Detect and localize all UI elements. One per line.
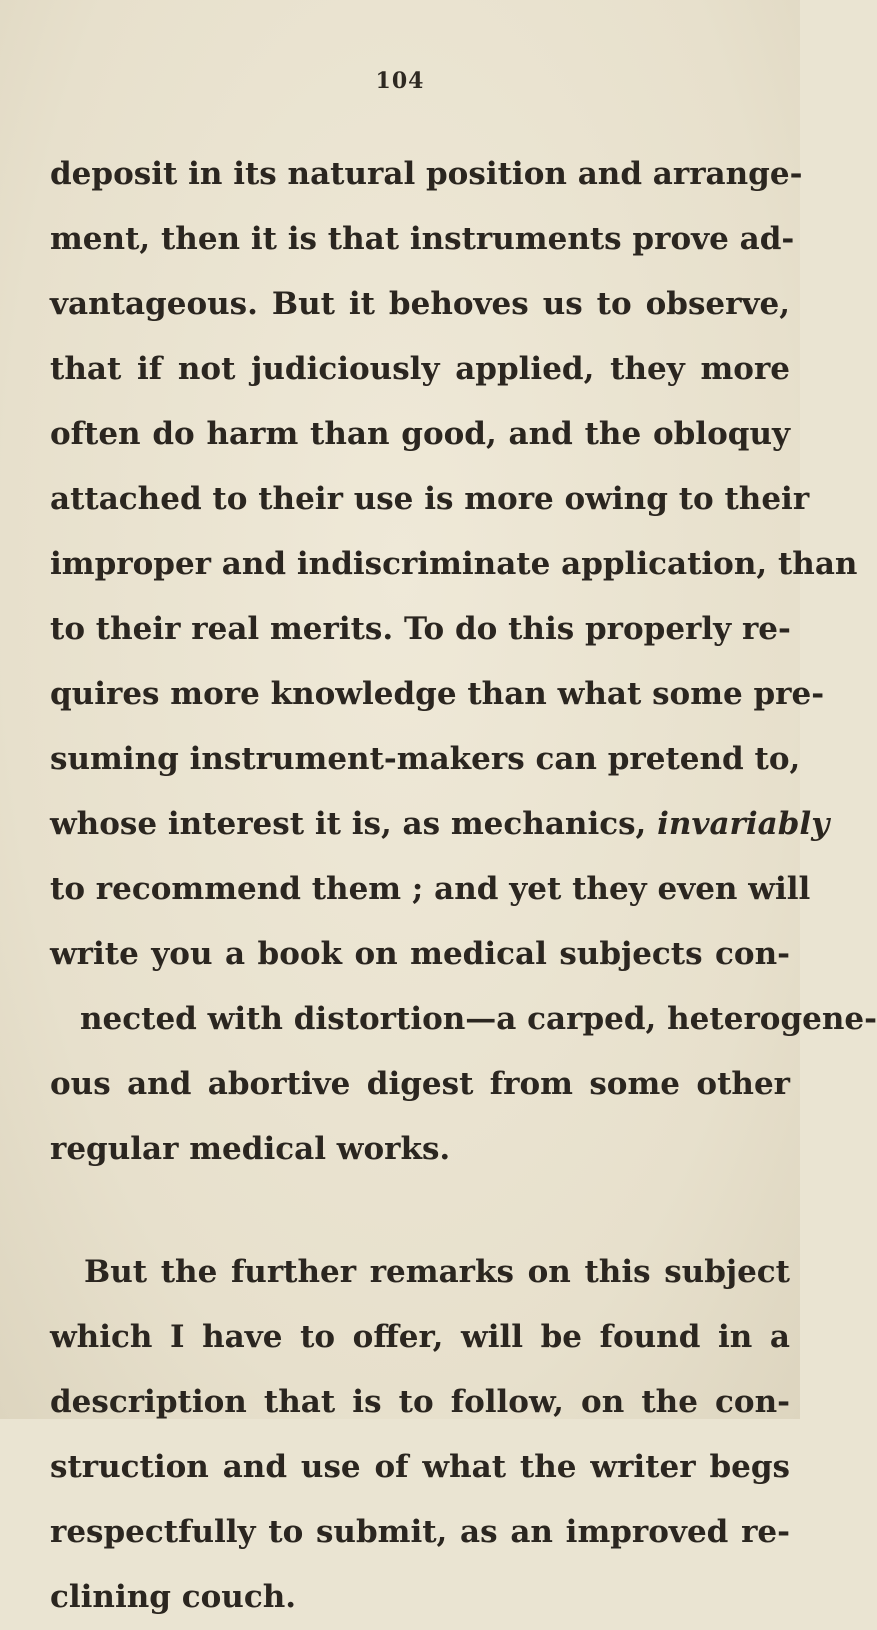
text-line: ment, then it is that instruments prove ad-	[50, 221, 795, 257]
text-line: But the further remarks on this subject	[84, 1254, 790, 1290]
text-segment: whose interest it is, as mechanics,	[50, 806, 658, 842]
text-line: to recommend them ; and yet they even will	[50, 871, 811, 907]
text-line: clining couch.	[50, 1579, 297, 1615]
text-line: which I have to offer, will be found in a	[50, 1319, 790, 1355]
text-line: nected with distortion—a carped, heterogene-	[80, 1001, 877, 1037]
text-line: to their real merits. To do this properly re-	[50, 611, 791, 647]
text-line: struction and use of what the writer begs	[50, 1449, 790, 1485]
text-line: suming instrument-makers can pretend to,	[50, 741, 801, 777]
text-line: deposit in its natural position and arrange-	[50, 156, 803, 192]
text-line: often do harm than good, and the obloquy	[50, 416, 790, 452]
page-text	[50, 142, 877, 1630]
text-line: vantageous. But it behoves us to observe,	[50, 286, 790, 322]
text-line: description that is to follow, on the con-	[50, 1384, 790, 1420]
text-line: that if not judiciously applied, they more	[50, 351, 790, 387]
text-line: respectfully to submit, as an improved re-	[50, 1514, 790, 1550]
text-line: ous and abortive digest from some other	[50, 1066, 790, 1102]
paragraph-gap	[50, 1182, 790, 1240]
page-number: 104	[375, 68, 425, 94]
paragraph-2	[50, 1240, 790, 1630]
paragraph-1	[50, 142, 877, 1182]
text-line: regular medical works.	[50, 1131, 451, 1167]
text-line: improper and indiscriminate application, than	[50, 546, 858, 582]
text-line: quires more knowledge than what some pre-	[50, 676, 825, 712]
text-line: attached to their use is more owing to their	[50, 481, 810, 517]
text-line-with-italic	[50, 792, 830, 857]
text-line: write you a book on medical subjects con-	[50, 936, 790, 972]
italic-word: invariably	[657, 806, 830, 842]
